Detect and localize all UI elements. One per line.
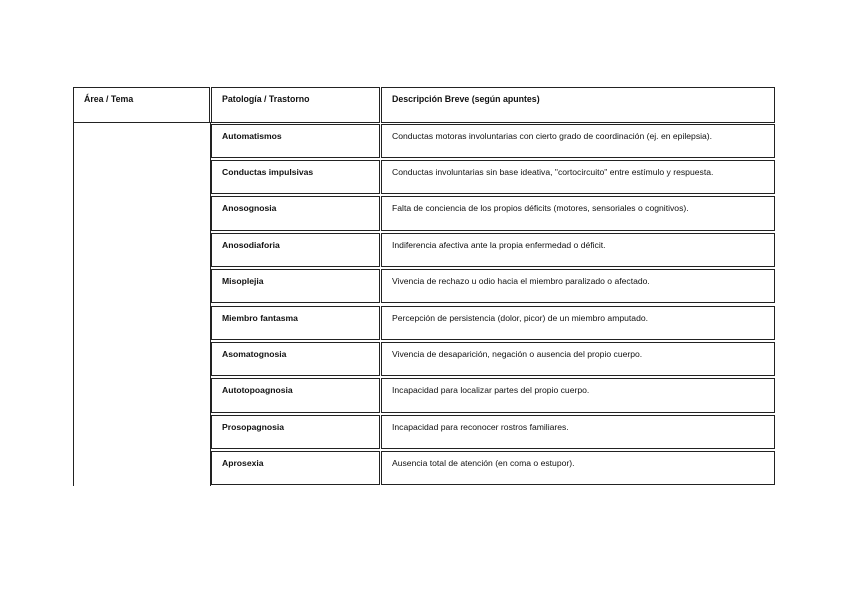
table-cell-description: Ausencia total de atención (en coma o estupor). xyxy=(381,451,775,485)
table-cell-description: Incapacidad para reconocer rostros familiares. xyxy=(381,415,775,449)
table-cell-pathology: Aprosexia xyxy=(211,451,380,485)
header-area: Área / Tema xyxy=(73,87,210,123)
table-cell-description: Conductas motoras involuntarias con cierto grado de coordinación (ej. en epilepsia). xyxy=(381,124,775,158)
table-cell-description: Falta de conciencia de los propios déficits (motores, sensoriales o cognitivos). xyxy=(381,196,775,230)
table-cell-description: Percepción de persistencia (dolor, picor) de un miembro amputado. xyxy=(381,306,775,340)
header-description: Descripción Breve (según apuntes) xyxy=(381,87,775,123)
header-pathology: Patología / Trastorno xyxy=(211,87,380,123)
table-cell-pathology: Asomatognosia xyxy=(211,342,380,376)
table-cell-pathology: Anosodiaforia xyxy=(211,233,380,267)
table-cell-description: Vivencia de rechazo u odio hacia el miembro paralizado o afectado. xyxy=(381,269,775,303)
table-cell-description: Conductas involuntarias sin base ideativa, "cortocircuito" entre estímulo y respuesta. xyxy=(381,160,775,194)
table-cell-pathology: Prosopagnosia xyxy=(211,415,380,449)
table-cell-description: Indiferencia afectiva ante la propia enfermedad o déficit. xyxy=(381,233,775,267)
table-cell-pathology: Anosognosia xyxy=(211,196,380,230)
table-cell-pathology: Automatismos xyxy=(211,124,380,158)
table-cell-description: Vivencia de desaparición, negación o ausencia del propio cuerpo. xyxy=(381,342,775,376)
area-column-cell xyxy=(73,122,211,486)
table-cell-pathology: Conductas impulsivas xyxy=(211,160,380,194)
table-cell-pathology: Autotopoagnosia xyxy=(211,378,380,412)
table-cell-pathology: Miembro fantasma xyxy=(211,306,380,340)
table-cell-description: Incapacidad para localizar partes del propio cuerpo. xyxy=(381,378,775,412)
table-cell-pathology: Misoplejia xyxy=(211,269,380,303)
